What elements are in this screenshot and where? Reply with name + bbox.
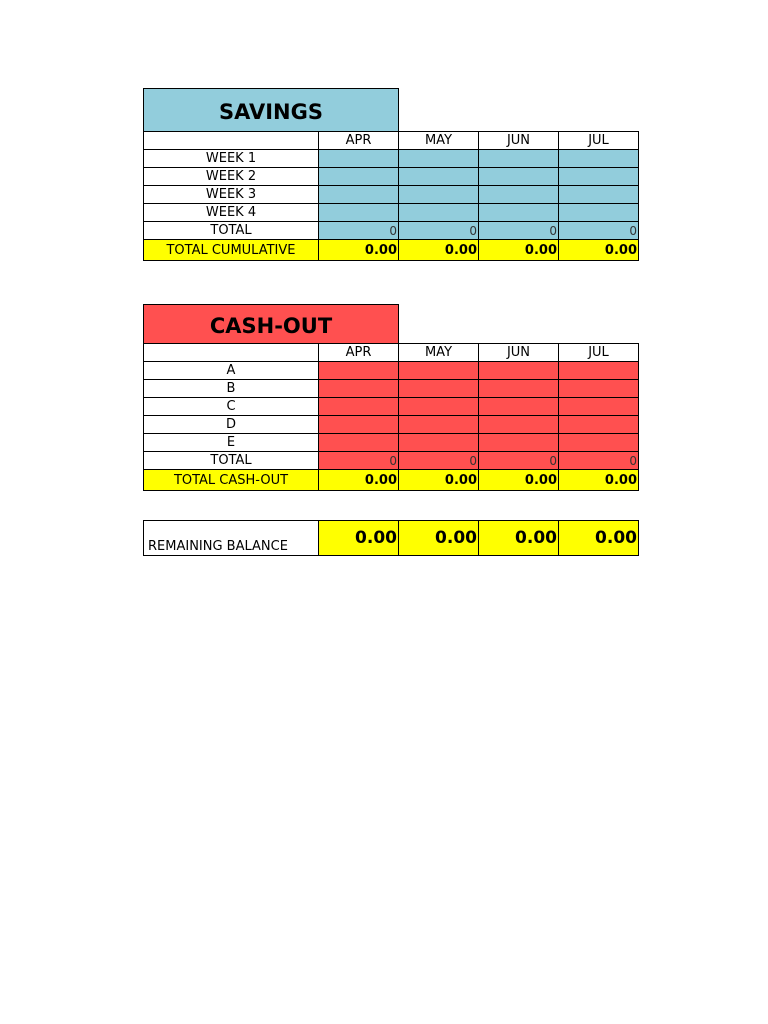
- cashout-input-cell[interactable]: [399, 380, 479, 398]
- cashout-sum-cell: 0.00: [479, 470, 559, 491]
- savings-input-cell[interactable]: [399, 168, 479, 186]
- savings-header-row: [144, 132, 639, 150]
- cashout-input-cell[interactable]: [319, 362, 399, 380]
- month-header: JUN: [479, 344, 559, 362]
- row-label: WEEK 3: [144, 186, 319, 204]
- row-label: TOTAL CUMULATIVE: [144, 240, 319, 261]
- cashout-title: CASH-OUT: [144, 305, 399, 344]
- balance-cell: 0.00: [559, 521, 639, 556]
- savings-input-cell[interactable]: [319, 204, 399, 222]
- row-label: WEEK 1: [144, 150, 319, 168]
- cashout-input-cell[interactable]: [479, 362, 559, 380]
- cashout-input-cell[interactable]: [399, 362, 479, 380]
- remaining-balance-table: [143, 520, 639, 556]
- savings-input-cell[interactable]: [319, 150, 399, 168]
- savings-input-cell[interactable]: [319, 168, 399, 186]
- cashout-input-cell[interactable]: [559, 380, 639, 398]
- row-label: A: [144, 362, 319, 380]
- cashout-row: [144, 380, 639, 398]
- savings-row: [144, 168, 639, 186]
- savings-total-row: [144, 222, 639, 240]
- cashout-input-cell[interactable]: [559, 416, 639, 434]
- cashout-sum-cell: 0.00: [319, 470, 399, 491]
- row-label: TOTAL: [144, 222, 319, 240]
- row-label: C: [144, 398, 319, 416]
- savings-input-cell[interactable]: [559, 186, 639, 204]
- row-label: D: [144, 416, 319, 434]
- cashout-input-cell[interactable]: [559, 362, 639, 380]
- cashout-total-cell: 0: [479, 452, 559, 470]
- cashout-row: [144, 398, 639, 416]
- cashout-input-cell[interactable]: [399, 416, 479, 434]
- cashout-header-row: [144, 344, 639, 362]
- month-header: APR: [319, 132, 399, 150]
- cumulative-cell: 0.00: [479, 240, 559, 261]
- cashout-total-row: [144, 452, 639, 470]
- cashout-table: [143, 304, 639, 491]
- cashout-row: [144, 362, 639, 380]
- savings-input-cell[interactable]: [559, 150, 639, 168]
- cumulative-cell: 0.00: [559, 240, 639, 261]
- cashout-row: [144, 434, 639, 452]
- savings-row: [144, 186, 639, 204]
- cashout-input-cell[interactable]: [319, 416, 399, 434]
- cashout-sum-cell: 0.00: [399, 470, 479, 491]
- cashout-row: [144, 416, 639, 434]
- savings-title: SAVINGS: [144, 89, 399, 132]
- savings-row: [144, 204, 639, 222]
- month-header: JUL: [559, 344, 639, 362]
- total-cumulative-row: [144, 240, 639, 261]
- row-label: WEEK 2: [144, 168, 319, 186]
- row-label: E: [144, 434, 319, 452]
- savings-input-cell[interactable]: [399, 204, 479, 222]
- month-header: APR: [319, 344, 399, 362]
- cashout-input-cell[interactable]: [319, 434, 399, 452]
- remaining-balance-label: REMAINING BALANCE: [144, 521, 319, 556]
- savings-input-cell[interactable]: [319, 186, 399, 204]
- savings-total-cell: 0: [479, 222, 559, 240]
- cashout-total-cell: 0: [319, 452, 399, 470]
- balance-cell: 0.00: [399, 521, 479, 556]
- cashout-input-cell[interactable]: [479, 434, 559, 452]
- cashout-input-cell[interactable]: [399, 434, 479, 452]
- cashout-input-cell[interactable]: [319, 398, 399, 416]
- cashout-sum-cell: 0.00: [559, 470, 639, 491]
- remaining-balance-row: [144, 521, 639, 556]
- cashout-input-cell[interactable]: [479, 416, 559, 434]
- total-cashout-row: [144, 470, 639, 491]
- cashout-input-cell[interactable]: [399, 398, 479, 416]
- cashout-input-cell[interactable]: [319, 380, 399, 398]
- row-label: B: [144, 380, 319, 398]
- cumulative-cell: 0.00: [399, 240, 479, 261]
- savings-input-cell[interactable]: [479, 168, 559, 186]
- row-label: TOTAL: [144, 452, 319, 470]
- cashout-input-cell[interactable]: [479, 380, 559, 398]
- savings-input-cell[interactable]: [559, 204, 639, 222]
- savings-total-cell: 0: [559, 222, 639, 240]
- savings-total-cell: 0: [319, 222, 399, 240]
- savings-input-cell[interactable]: [479, 150, 559, 168]
- balance-cell: 0.00: [319, 521, 399, 556]
- month-header: JUN: [479, 132, 559, 150]
- savings-table: [143, 88, 639, 261]
- savings-input-cell[interactable]: [479, 186, 559, 204]
- cashout-input-cell[interactable]: [559, 434, 639, 452]
- savings-input-cell[interactable]: [479, 204, 559, 222]
- cashout-input-cell[interactable]: [559, 398, 639, 416]
- month-header: JUL: [559, 132, 639, 150]
- savings-input-cell[interactable]: [559, 168, 639, 186]
- month-header: MAY: [399, 344, 479, 362]
- cashout-input-cell[interactable]: [479, 398, 559, 416]
- cumulative-cell: 0.00: [319, 240, 399, 261]
- month-header: MAY: [399, 132, 479, 150]
- balance-cell: 0.00: [479, 521, 559, 556]
- savings-input-cell[interactable]: [399, 150, 479, 168]
- savings-row: [144, 150, 639, 168]
- savings-input-cell[interactable]: [399, 186, 479, 204]
- savings-total-cell: 0: [399, 222, 479, 240]
- cashout-total-cell: 0: [559, 452, 639, 470]
- row-label: WEEK 4: [144, 204, 319, 222]
- cashout-total-cell: 0: [399, 452, 479, 470]
- row-label: TOTAL CASH-OUT: [144, 470, 319, 491]
